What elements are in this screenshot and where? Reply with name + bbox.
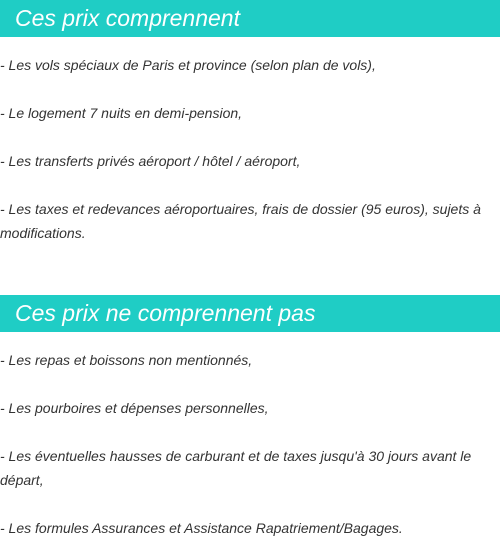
included-item: - Les taxes et redevances aéroportuaires, frais de dossier (95 euros), sujets à modifications. — [0, 201, 481, 241]
excluded-item: - Les formules Assurances et Assistance Rapatriement/Bagages. — [0, 520, 403, 536]
included-item: - Les transferts privés aéroport / hôtel / aéroport, — [0, 153, 301, 169]
section-header-excluded: Ces prix ne comprennent pas — [0, 295, 500, 332]
excluded-item: - Les éventuelles hausses de carburant et de taxes jusqu'à 30 jours avant le départ, — [0, 448, 472, 488]
excluded-item: - Les repas et boissons non mentionnés, — [0, 352, 253, 368]
included-item: - Le logement 7 nuits en demi-pension, — [0, 105, 243, 121]
excluded-item: - Les pourboires et dépenses personnelles, — [0, 400, 269, 416]
section-header-included: Ces prix comprennent — [0, 0, 500, 37]
included-item: - Les vols spéciaux de Paris et province (selon plan de vols), — [0, 57, 376, 73]
